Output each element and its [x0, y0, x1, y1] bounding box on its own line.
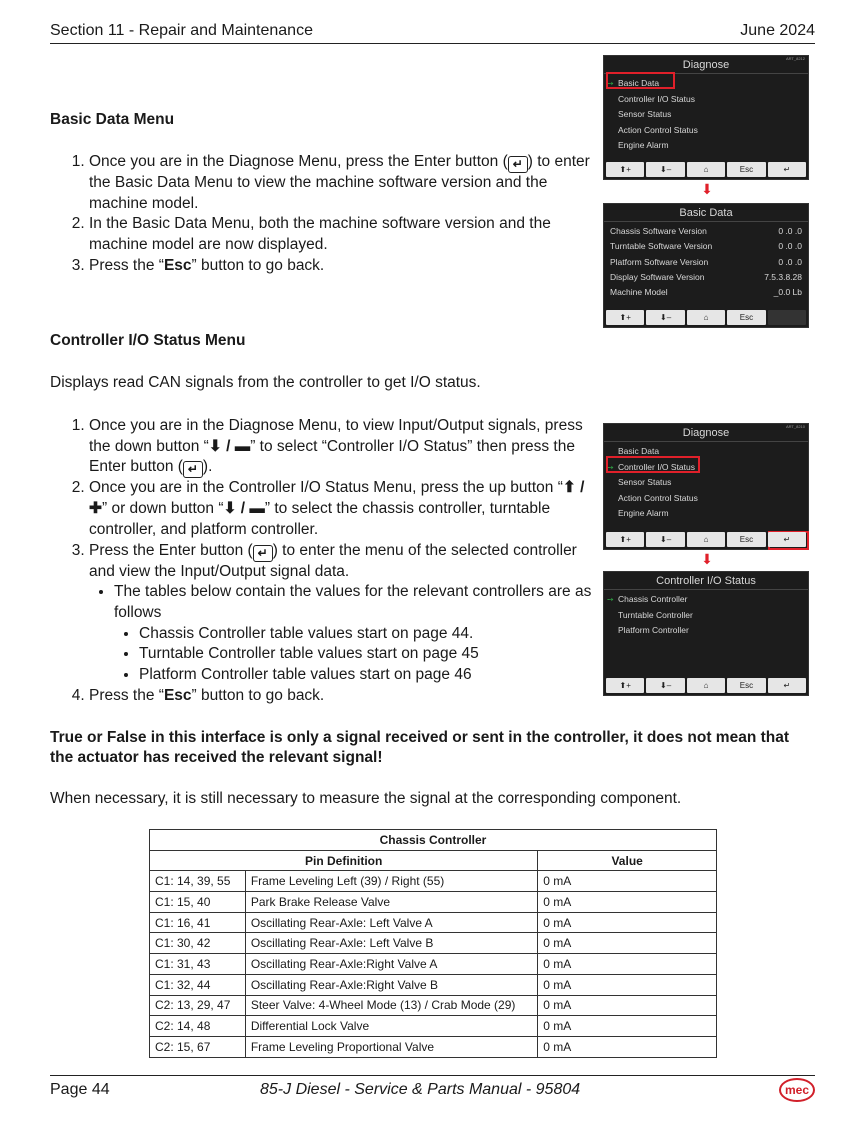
- screen-menu-item: Sensor Status: [618, 477, 672, 487]
- controller-step-1: 1. Once you are in the Diagnose Menu, to view Input/Output signals, press the down button “⬇ / ▬” to select “Controller I/O Status” then press the Enter button ( ↵ ).: [89, 416, 598, 478]
- screen-menu-item: Controller I/O Status: [618, 93, 696, 104]
- basic-step-2: 2. In the Basic Data Menu, both the machine software version and the machine model are now displayed.: [89, 214, 598, 255]
- header-date: June 2024: [740, 22, 815, 39]
- screen-title: Basic Data: [604, 204, 808, 222]
- page-number: Page 44: [50, 1081, 110, 1098]
- controller-io-screen: [603, 571, 809, 696]
- table-title: Chassis Controller: [150, 830, 717, 851]
- mec-logo: mec: [779, 1078, 815, 1102]
- diagnose-screen-2: [603, 423, 809, 550]
- down-symbol: ⬇ / ▬: [208, 437, 251, 455]
- enter-button-slot: [768, 310, 806, 325]
- enter-button: ↵: [768, 678, 806, 693]
- basic-row: Turntable Software Version 0 .0 .0: [610, 241, 802, 252]
- down-minus-button: ⬇–: [646, 678, 684, 693]
- column-header: Value: [538, 850, 717, 871]
- basic-row: Display Software Version 7.5.3.8.28: [610, 271, 802, 282]
- screen-menu-item: ➙ Chassis Controller: [604, 592, 808, 608]
- down-minus-button: ⬇–: [646, 162, 684, 177]
- table-row: C1: 30, 42 Oscillating Rear-Axle: Left Valve B 0 mA: [150, 933, 717, 954]
- enter-key-icon: ↵: [508, 156, 528, 173]
- screen-title: Diagnose: [682, 59, 730, 71]
- screen-menu-item: Engine Alarm: [618, 140, 669, 150]
- controller-io-heading: Controller I/O Status Menu: [50, 332, 246, 349]
- page-footer: [50, 1075, 815, 1105]
- down-symbol: ⬇ / ▬: [223, 500, 265, 518]
- screen-menu-item: Turntable Controller: [618, 609, 693, 620]
- down-arrow-icon: ⬇: [701, 181, 713, 197]
- enter-key-icon: ↵: [253, 545, 273, 562]
- screen-title: Diagnose: [682, 427, 730, 439]
- highlight-box: [606, 72, 675, 89]
- basic-step-1: 1. Once you are in the Diagnose Menu, press the Enter button ( ↵ ) to enter the Basic Data Menu to view the machine software version and the machine model.: [89, 152, 598, 214]
- controller-bullet: • The tables below contain the values for the relevant controllers are as follows: [114, 582, 598, 623]
- screen-menu-item: Action Control Status: [618, 492, 698, 503]
- basic-data-screen: [603, 203, 809, 328]
- up-plus-button: ⬆+: [606, 678, 644, 693]
- up-plus-button: ⬆+: [606, 532, 644, 547]
- screen-ref-id: ART_8212: [785, 56, 805, 61]
- esc-button: Esc: [727, 162, 765, 177]
- page-reference: • Turntable Controller table values start on page 45: [139, 644, 598, 665]
- basic-row: Chassis Software Version 0 .0 .0: [610, 226, 802, 236]
- controller-intro: Displays read CAN signals from the controller to get I/O status.: [50, 374, 481, 391]
- controller-step-2: 2. Once you are in the Controller I/O Status Menu, press the up button “⬆ / ✚” or down button “⬇ / ▬” to select the chassis controller, turntable controller, and platform controller.: [89, 478, 598, 540]
- down-arrow-icon: ⬇: [701, 551, 713, 567]
- screen-menu-item: Sensor Status: [618, 109, 672, 119]
- enter-key-icon: ↵: [183, 461, 203, 478]
- esc-button: Esc: [727, 310, 765, 325]
- manual-title: 85-J Diesel - Service & Parts Manual - 95804: [260, 1081, 581, 1098]
- screen-title: Controller I/O Status: [604, 572, 808, 590]
- esc-button: Esc: [727, 678, 765, 693]
- screen-menu-item: Basic Data: [618, 446, 660, 456]
- table-row: C1: 16, 41 Oscillating Rear-Axle: Left Valve A 0 mA: [150, 912, 717, 933]
- table-row: C1: 15, 40 Park Brake Release Valve 0 mA: [150, 892, 717, 913]
- basic-data-heading: Basic Data Menu: [50, 111, 175, 128]
- basic-step-3: 3. Press the “Esc” button to go back.: [89, 256, 598, 277]
- home-button: ⌂: [687, 162, 725, 177]
- basic-data-steps: [50, 152, 598, 277]
- screen-menu-item: ➙ Controller I/O Status: [604, 460, 808, 476]
- home-button: ⌂: [687, 678, 725, 693]
- page-reference: • Chassis Controller table values start on page 44.: [139, 624, 598, 645]
- controller-steps: [50, 416, 598, 706]
- basic-row: Machine Model _0.0 Lb: [610, 287, 802, 298]
- highlight-box: [606, 456, 700, 473]
- screen-menu-item: Platform Controller: [618, 625, 689, 635]
- controller-step-4: 4. Press the “Esc” button to go back.: [89, 686, 598, 707]
- enter-button: ↵: [768, 532, 806, 547]
- table-row: C1: 32, 44 Oscillating Rear-Axle:Right Valve B 0 mA: [150, 974, 717, 995]
- table-row: C1: 31, 43 Oscillating Rear-Axle:Right Valve A 0 mA: [150, 954, 717, 975]
- table-row: C2: 13, 29, 47 Steer Valve: 4-Wheel Mode (13) / Crab Mode (29) 0 mA: [150, 995, 717, 1016]
- warning-text: True or False in this interface is only a signal received or sent in the controller, it does not mean that the actuator has received the relevant signal!: [50, 729, 790, 766]
- table-row: C2: 15, 67 Frame Leveling Proportional Valve 0 mA: [150, 1036, 717, 1057]
- header-section: Section 11 - Repair and Maintenance: [50, 22, 313, 39]
- down-minus-button: ⬇–: [646, 310, 684, 325]
- esc-button: Esc: [727, 532, 765, 547]
- table-row: C1: 14, 39, 55 Frame Leveling Left (39) / Right (55) 0 mA: [150, 871, 717, 892]
- screen-menu-item: Action Control Status: [618, 124, 698, 135]
- home-button: ⌂: [687, 532, 725, 547]
- note-text: When necessary, it is still necessary to measure the signal at the corresponding component.: [50, 790, 682, 807]
- screen-menu-item: Engine Alarm: [618, 508, 669, 518]
- up-plus-button: ⬆+: [606, 310, 644, 325]
- basic-row: Platform Software Version 0 .0 .0: [610, 256, 802, 267]
- screen-ref-id: ART_8210: [785, 424, 805, 429]
- page-header: [50, 22, 815, 44]
- column-header: Pin Definition: [150, 850, 538, 871]
- enter-button: ↵: [768, 162, 806, 177]
- up-plus-button: ⬆+: [606, 162, 644, 177]
- up-symbol: ⬆ / ✚: [89, 479, 585, 518]
- down-minus-button: ⬇–: [646, 532, 684, 547]
- page-reference: • Platform Controller table values start on page 46: [139, 665, 598, 686]
- diagnose-screen-1: [603, 55, 809, 180]
- screen-menu-item: ➙ Basic Data: [604, 76, 808, 92]
- controller-step-3: 3. Press the Enter button ( ↵ ) to enter the menu of the selected controller and view the Input/Output signal data. • The tables below contain the values for the relevant controllers are as follows • Chassis Controller table values start on page 44. • Turntable Controller table values start on page 45 • Platform Controller table values start on page 46: [89, 541, 598, 686]
- table-row: C2: 14, 48 Differential Lock Valve 0 mA: [150, 1016, 717, 1037]
- chassis-controller-table: [149, 829, 717, 1058]
- home-button: ⌂: [687, 310, 725, 325]
